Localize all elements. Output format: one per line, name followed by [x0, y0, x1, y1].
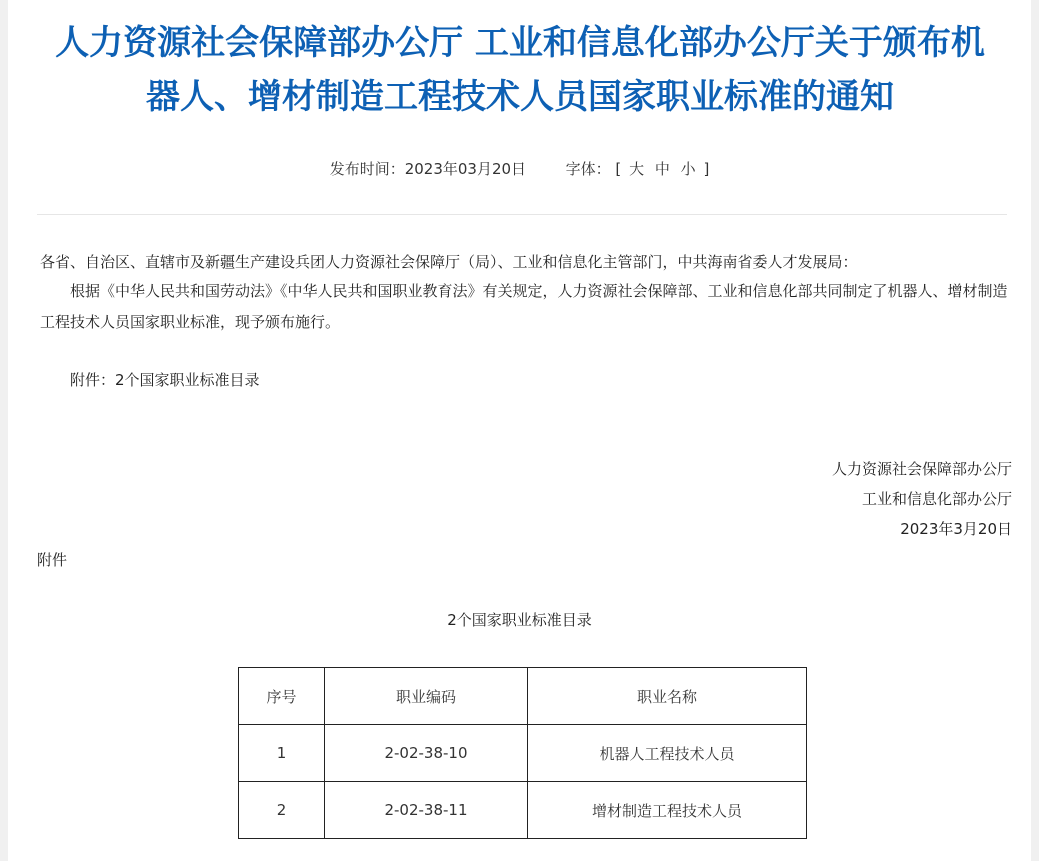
font-size-small-button[interactable]: 小: [680, 160, 696, 178]
article-meta: [0, 158, 1039, 180]
font-size-medium-button[interactable]: 中: [654, 160, 670, 178]
body-paragraph: 根据《中华人民共和国劳动法》《中华人民共和国职业教育法》有关规定，人力资源社会保障部、工业和信息化部共同制定了机器人、增材制造工程技术人员国家职业标准，现予颁布施行。: [40, 282, 1008, 331]
cell-name: 机器人工程技术人员: [528, 725, 807, 782]
attachment-label: 附件: [37, 551, 68, 569]
font-size-bracket-close: ]: [703, 160, 710, 178]
header-code: 职业编码: [325, 668, 528, 725]
header-name: 职业名称: [528, 668, 807, 725]
signature-miit: 工业和信息化部办公厅: [861, 490, 1012, 508]
table-header-row: [239, 668, 807, 725]
cell-code: 2-02-38-11: [325, 782, 528, 839]
page-title: 人力资源社会保障部办公厅 工业和信息化部办公厅关于颁布机器人、增材制造工程技术人员国家职业标准的通知: [55, 23, 985, 117]
attachment-reference: 附件：2个国家职业标准目录: [70, 371, 260, 389]
table-row: [239, 782, 807, 839]
signature-mohrss: 人力资源社会保障部办公厅: [831, 460, 1012, 478]
published-date: 2023年03月20日: [404, 160, 527, 178]
salutation: 各省、自治区、直辖市及新疆生产建设兵团人力资源社会保障厅（局）、工业和信息化主管部门，中共海南省委人才发展局：: [40, 253, 858, 271]
cell-index: 1: [239, 725, 325, 782]
header-divider: [37, 214, 1007, 215]
table-title: 2个国家职业标准目录: [447, 611, 592, 629]
cell-code: 2-02-38-10: [325, 725, 528, 782]
left-page-edge: [0, 0, 8, 861]
font-size-bracket-open: [: [615, 160, 622, 178]
header-index: 序号: [239, 668, 325, 725]
font-size-large-button[interactable]: 大: [629, 160, 645, 178]
table-row: [239, 725, 807, 782]
published-label: 发布时间：: [329, 160, 405, 178]
cell-name: 增材制造工程技术人员: [528, 782, 807, 839]
cell-index: 2: [239, 782, 325, 839]
right-page-edge: [1031, 0, 1039, 861]
standards-table: [238, 667, 807, 839]
font-size-label: 字体：: [565, 160, 611, 178]
signature-date: 2023年3月20日: [900, 520, 1012, 538]
